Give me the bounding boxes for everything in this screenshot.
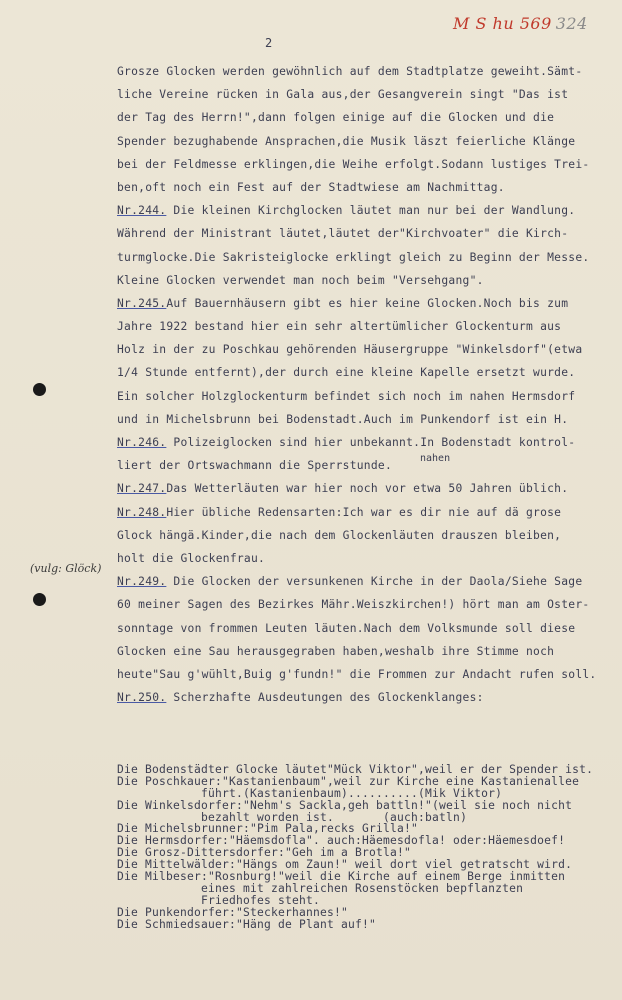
typed-paragraphs <box>117 60 615 709</box>
line-text: liert der Ortswachmann die Sperrstunde. <box>117 459 393 473</box>
line-text: ben,oft noch ein Fest auf der Stadtwiese am Nachmittag. <box>117 180 505 194</box>
line-text: sonntage von frommen Leuten läuten.Nach dem Volksmunde soll diese <box>117 621 576 635</box>
text-line <box>117 593 615 616</box>
punch-hole-icon <box>33 593 46 606</box>
list-item: führt.(Kastanienbaum)..........(Mik Viktor) <box>117 786 503 800</box>
entry-number: Nr.248. <box>117 505 167 519</box>
entry-number: Nr.245. <box>117 296 167 310</box>
list-item: Friedhofes steht. <box>117 893 321 907</box>
line-text: Grosze Glocken werden gewöhnlich auf dem Stadtplatze geweiht.Sämt- <box>117 65 583 78</box>
list-item: Die Punkendorfer:"Steckerhannes!" <box>117 905 349 919</box>
text-line <box>117 431 615 454</box>
text-line <box>117 454 615 477</box>
line-text: Auf Bauernhäusern gibt es hier keine Glocken.Noch bis zum <box>166 296 569 310</box>
line-text: Polizeiglocken sind hier unbekannt.In Bodenstadt kontrol- <box>166 436 576 449</box>
list-item: Die Poschkauer:"Kastanienbaum",weil zur Kirche eine Kastanienallee <box>117 774 580 788</box>
entry-number: Nr.247. <box>117 482 167 496</box>
insertion-note: nahen <box>420 453 451 464</box>
line-text: der Tag des Herrn!",dann folgen einige auf die Glocken und die <box>117 111 555 125</box>
text-line <box>117 292 615 315</box>
page-number: 2 <box>265 36 273 50</box>
list-item: Die Hermsdorfer:"Häemsdofla". auch:Häemesdofla! oder:Häemesdoef! <box>117 834 566 848</box>
line-text: Glocken eine Sau herausgegraben haben,weshalb ihre Stimme noch <box>117 644 555 658</box>
line-text: Hier übliche Redensarten:Ich war es dir nie auf dä grose <box>166 505 562 519</box>
entry-number: Nr.244. <box>117 204 167 218</box>
text-line <box>117 686 615 709</box>
list-item: Die Mittelwälder:"Hängs om Zaun!" weil dort viel getratscht wird. <box>117 858 573 872</box>
list-item: Die Milbeser:"Rosnburg!"weil die Kirche auf einem Berge inmitten <box>117 870 566 884</box>
folio-number: 324 <box>555 14 588 33</box>
archive-signature <box>453 14 588 33</box>
line-text: Holz in der zu Poschkau gehörenden Häusergruppe "Winkelsdorf"(etwa <box>117 343 583 357</box>
text-line <box>117 246 615 269</box>
text-line <box>117 60 615 83</box>
text-line <box>117 361 615 384</box>
punch-hole-icon <box>33 383 46 396</box>
text-line <box>117 408 615 431</box>
text-line <box>117 130 615 153</box>
text-line <box>117 315 615 338</box>
line-text: Während der Ministrant läutet,läutet der"Kirchvoater" die Kirch- <box>117 227 569 241</box>
line-text: holt die Glockenfrau. <box>117 551 266 565</box>
text-line <box>117 222 615 245</box>
text-line <box>117 269 615 292</box>
text-line <box>117 524 615 547</box>
text-line <box>117 663 615 686</box>
line-text: Kleine Glocken verwendet man noch beim "Versehgang". <box>117 273 484 287</box>
line-text: turmglocke.Die Sakristeiglocke erklingt gleich zu Beginn der Messe. <box>117 250 590 264</box>
text-line <box>117 385 615 408</box>
text-line <box>117 199 615 222</box>
entry-number: Nr.250. <box>117 691 167 705</box>
margin-note: (vulg: Glöck) <box>30 562 102 575</box>
text-line <box>117 477 615 500</box>
text-line <box>117 501 615 524</box>
text-line <box>117 640 615 663</box>
text-line <box>117 547 615 570</box>
line-text: Die kleinen Kirchglocken läutet man nur bei der Wandlung. <box>166 204 576 218</box>
line-text: 1/4 Stunde entfernt),der durch eine kleine Kapelle ersetzt wurde. <box>117 366 576 380</box>
text-line <box>117 617 615 640</box>
line-text: liche Vereine rücken in Gala aus,der Gesangverein singt "Das ist <box>117 88 569 102</box>
text-line <box>117 106 615 129</box>
sound-interpretations-list <box>117 764 617 930</box>
text-line <box>117 176 615 199</box>
line-text: Ein solcher Holzglockenturm befindet sich noch im nahen Hermsdorf <box>117 389 576 403</box>
line-text: Jahre 1922 bestand hier ein sehr altertümlicher Glockenturm aus <box>117 320 562 334</box>
list-item: Die Winkelsdorfer:"Nehm's Sackla,geh battln!"(weil sie noch nicht <box>117 798 573 812</box>
list-item: bezahlt worden ist. (auch:batln) <box>117 810 468 824</box>
text-line <box>117 338 615 361</box>
line-text: Scherzhafte Ausdeutungen des Glockenklanges: <box>166 691 484 705</box>
line-text: bei der Feldmesse erklingen,die Weihe erfolgt.Sodann lustiges Trei- <box>117 157 590 171</box>
line-text: heute"Sau g'wühlt,Buig g'fundn!" die Frommen zur Andacht rufen soll. <box>117 667 597 681</box>
entry-number: Nr.249. <box>117 575 167 589</box>
line-text: Die Glocken der versunkenen Kirche in der Daola/Siehe Sage <box>166 575 583 589</box>
text-line <box>117 570 615 593</box>
text-line <box>117 153 615 176</box>
list-item: Die Michelsbrunner:"Pim Pala,recks Grilla!" <box>117 822 419 836</box>
line-text: Das Wetterläuten war hier noch vor etwa 50 Jahren üblich. <box>166 482 569 496</box>
line-text: Glock hängä.Kinder,die nach dem Glockenläuten drauszen bleiben, <box>117 528 562 542</box>
text-line <box>117 83 615 106</box>
signature-text: M S hu 569 <box>453 14 552 33</box>
entry-number: Nr.246. <box>117 436 167 449</box>
line-text: Spender bezughabende Ansprachen,die Musik läszt feierliche Klänge <box>117 134 576 148</box>
line-text: 60 meiner Sagen des Bezirkes Mähr.Weiszkirchen!) hört man am Oster- <box>117 598 590 612</box>
list-item: eines mit zahlreichen Rosenstöcken bepflanzten <box>117 881 524 895</box>
list-item: Die Grosz-Dittersdorfer:"Geh im a Brotla!" <box>117 846 412 860</box>
list-item: Die Schmiedsauer:"Häng de Plant auf!" <box>117 917 377 931</box>
line-text: und in Michelsbrunn bei Bodenstadt.Auch im Punkendorf ist ein H. <box>117 412 569 426</box>
list-item: Die Bodenstädter Glocke läutet"Mück Viktor",weil er der Spender ist. <box>117 763 594 776</box>
